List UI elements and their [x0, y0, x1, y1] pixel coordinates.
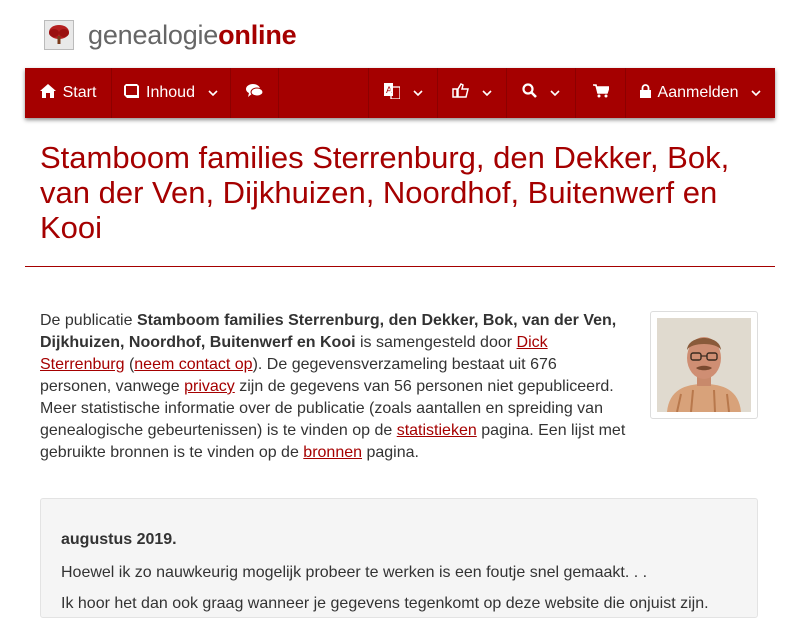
- intro-text-4: ). De gegevensverzameling bestaat uit 676 personen, vanwege: [40, 356, 557, 395]
- brand-wordmark: [88, 20, 296, 51]
- nav-inhoud[interactable]: [112, 68, 231, 118]
- lock-icon: [640, 84, 651, 103]
- intro-text-3: (: [124, 356, 135, 373]
- nav-start-label: Start: [62, 84, 97, 101]
- publication-name: Stamboom families Sterrenburg, den Dekker, Bok, van der Ven, Dijkhuizen, Noordhof, Buitenwerf en Kooi: [40, 312, 617, 351]
- comments-icon: [246, 84, 263, 103]
- nav-recommend[interactable]: [438, 68, 507, 118]
- nav-forum[interactable]: [231, 68, 279, 118]
- brand-logo[interactable]: [44, 18, 296, 52]
- intro-text-6: pagina. Een lijst met gebruikte bronnen is te vinden op de: [40, 422, 626, 461]
- intro-text-5: zijn de gegevens van 56 personen niet gepubliceerd. Meer statistische informatie over de publicatie (zoals aantallen en spreiding van genealogische gebeurtenissen) is te vinden op de: [40, 378, 614, 439]
- chevron-down-icon: [208, 90, 218, 96]
- author-portrait-image: [657, 318, 751, 412]
- chevron-down-icon: [751, 90, 761, 96]
- translate-icon: [384, 83, 400, 104]
- page-title: Stamboom families Sterrenburg, den Dekker, Bok, van der Ven, Dijkhuizen, Noordhof, Buitenwerf en Kooi: [40, 140, 730, 245]
- nav-login-label: Aanmelden: [657, 84, 739, 101]
- nav-shop[interactable]: [576, 68, 626, 118]
- svg-text:A: A: [385, 85, 392, 96]
- brand-name-plain: genealogie: [88, 19, 219, 50]
- chevron-down-icon: [413, 90, 423, 96]
- nav-login[interactable]: [626, 68, 775, 118]
- thumbs-up-icon: [452, 83, 469, 103]
- nav-search[interactable]: [507, 68, 576, 118]
- notice-text-line-1: Hoewel ik zo nauwkeurig mogelijk probeer te werken is een foutje snel gemaakt. . .: [61, 564, 648, 581]
- brand-name-bold: online: [218, 19, 297, 50]
- nav-start[interactable]: [25, 68, 112, 118]
- notice-date: augustus 2019.: [61, 531, 177, 548]
- title-divider: [25, 266, 775, 267]
- publication-intro: [40, 310, 630, 464]
- intro-text-2: is samengesteld door: [355, 334, 517, 351]
- home-icon: [40, 84, 56, 103]
- sources-link[interactable]: bronnen: [303, 444, 363, 461]
- privacy-link[interactable]: privacy: [184, 378, 235, 395]
- author-photo[interactable]: [650, 311, 758, 419]
- chevron-down-icon: [550, 90, 560, 96]
- intro-text-7: pagina.: [362, 444, 419, 461]
- main-navbar: [25, 68, 775, 118]
- book-icon: [124, 84, 139, 103]
- intro-text-1: De publicatie: [40, 312, 137, 329]
- tree-logo-icon: [44, 20, 74, 50]
- contact-link[interactable]: neem contact op: [134, 356, 253, 373]
- notice-card: [40, 498, 758, 618]
- cart-icon: [593, 84, 609, 103]
- search-icon: [522, 83, 537, 103]
- statistics-link[interactable]: statistieken: [396, 422, 477, 439]
- chevron-down-icon: [482, 90, 492, 96]
- nav-inhoud-label: Inhoud: [146, 84, 195, 101]
- author-link[interactable]: Dick Sterrenburg: [40, 334, 548, 373]
- notice-text-line-2: Ik hoor het dan ook graag wanneer je gegevens tegenkomt op deze website die onjuist zijn.: [61, 595, 709, 612]
- nav-language[interactable]: [368, 68, 438, 118]
